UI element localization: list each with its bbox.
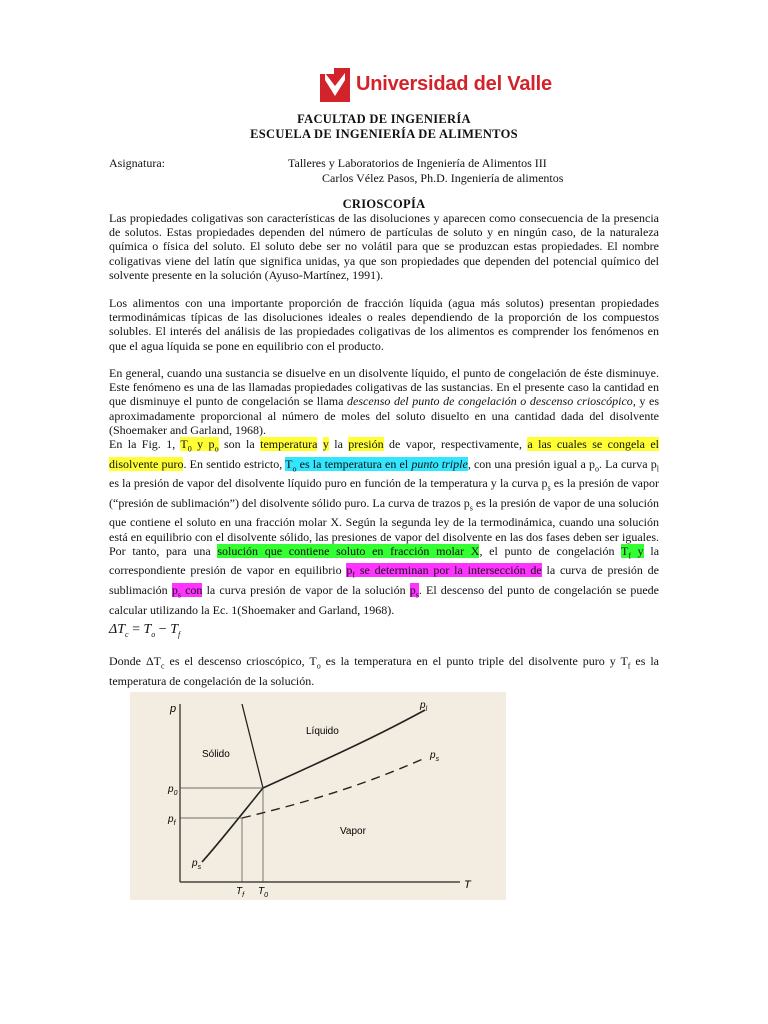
- school-heading: ESCUELA DE INGENIERÍA DE ALIMENTOS: [250, 127, 518, 141]
- p3-emphasis: descenso del punto de congelación o descenso crioscópico: [347, 394, 633, 409]
- paragraph-3: [109, 366, 659, 437]
- highlight-solucion: solución que contiene soluto en fracción molar X: [217, 543, 480, 558]
- curve-solid: [202, 788, 263, 862]
- paragraph-4: En la Fig. 1, $T_0$ y $p_o$ son la temperatura y la presión de vapor, respectivamente, a las cuales se congela el disolvente puro. En sentido estricto, $T_o$ es la temperatura en el punto triple, con una presión igual a $p_o$. La curva $p_l$ es la presión de vapor del disolvente líquido puro en función de la temperatura y la curva $p_s$ es la presión de vapor (“presión de sublimación”) del disolvente sólido puro. La curva de trazos $p_s$ es la presión de vapor de una solución que contiene el soluto en una fracción molar X. Según la segunda ley de la termodinámica, cuando una solución está en equilibrio con el disolvente sólido, las presiones de vapor del disolvente en las dos fases deben ser iguales. Por tanto, para una solución que contiene soluto en fracción molar X, el punto de congelación $T_f$ y la correspondiente presión de vapor en equilibrio $p_f$ se determinan por la intersección de la curva de presión de sublimación $p_s$ con la curva presión de vapor de la solución $p_s$. El descenso del punto de congelación se puede calcular utilizando la Ec. 1(Shoemaker and Garland, 1968).: [109, 437, 660, 617]
- highlight-presion: presión: [348, 437, 384, 451]
- curve-liquid: [263, 710, 425, 788]
- subject-label: Asignatura:: [109, 156, 165, 170]
- p3-text-a: En general, cuando una sustancia se disuelve en un disolvente líquido, el punto de congelación de éste disminuye. Este fenómeno es una de las llamadas propiedades coligativas de las sustancias. En el presente caso la cantidad en que disminuye el punto de congelación se llama: [109, 366, 659, 409]
- faculty-heading: FACULTAD DE INGENIERÍA: [297, 112, 471, 126]
- svg-text:T0: $T_0$: [258, 886, 269, 899]
- highlight-congela: a las cuales se congela el disolvente puro: [109, 437, 659, 471]
- p4-text: En la Fig. 1,: [109, 437, 181, 451]
- university-logo-icon: [320, 68, 350, 102]
- svg-text:pl: $p_l$: [420, 700, 428, 713]
- region-vapor-label: Vapor: [340, 826, 366, 837]
- phase-diagram-figure: [130, 692, 506, 900]
- svg-text:ps: $p_s$: [430, 750, 440, 763]
- highlight-ps-solucion: $p_s$: [409, 582, 419, 600]
- paragraph-1: Las propiedades coligativas son características de las disoluciones y aparecen como consecuencia de la presencia de solutos. Estas propiedades dependen del número de partículas de soluto y en ningún caso, de la naturaleza química o física del soluto. El soluto debe ser no volátil para que se produzcan estas propiedades. El nombre coligativas viene del latín que significa unidas, ya que son propiedades que dependen del potencial químico del solvente presente en la solución (Ayuso-Martínez, 1991).: [109, 211, 659, 282]
- highlight-t0-p0: $T_0$ y $p_o$: [180, 437, 219, 454]
- curve-solution: [242, 758, 425, 818]
- highlight-tf: $T_f$ y: [620, 543, 644, 561]
- svg-text:p0: $p_0$: [168, 784, 178, 797]
- highlight-y: y: [322, 437, 329, 451]
- highlight-temperatura: temperatura: [260, 437, 318, 451]
- subject-name: Talleres y Laboratorios de Ingeniería de Alimentos III: [288, 156, 547, 170]
- university-name: Universidad del Valle: [356, 73, 552, 95]
- p3-text-c: , y es aproximadamente proporcional al número de moles del soluto disuelto en una cantidad dada del disolvente (Shoemaker and Garland, 1968).: [109, 394, 659, 437]
- page-title: CRIOSCOPÍA: [342, 197, 426, 211]
- highlight-pf: $p_f$: [346, 563, 356, 580]
- highlight-con: con: [180, 582, 203, 597]
- equation-1: $\Delta T_c = T_o - T_f$: [109, 622, 181, 639]
- svg-text:ps: $p_s$: [192, 858, 202, 871]
- curve-solid-liquid: [242, 704, 263, 788]
- region-liquid-label: Líquido: [306, 726, 339, 737]
- svg-text:Tf: $T_f$: [236, 886, 245, 899]
- svg-text:pf: $p_f$: [168, 814, 176, 827]
- y-axis-label: p: [170, 703, 177, 715]
- university-logo: [320, 68, 550, 104]
- paragraph-5: Donde $\Delta T_c$ es el descenso crioscópico, $T_o$ es la temperatura en el punto triple del disolvente puro y $T_f$ es la temperatura de congelación de la solución.: [109, 654, 660, 688]
- p4-text: son la: [218, 437, 261, 451]
- highlight-interseccion: se determinan por la intersección de: [355, 563, 542, 578]
- author-name: Carlos Vélez Pasos, Ph.D. Ingeniería de alimentos: [322, 171, 564, 185]
- highlight-ps: $p_s$: [171, 582, 181, 600]
- paragraph-2: Los alimentos con una importante proporción de fracción líquida (agua más solutos) presentan propiedades termodinámicas típicas de las disoluciones ideales o reales dependiendo de la proporción de los compuestos solubles. El interés del análisis de las propiedades coligativas de los alimentos es comprender los fenómenos en que el agua líquida se pone en equilibrio con el producto.: [109, 296, 659, 353]
- x-axis-label: T: [464, 879, 471, 891]
- region-solid-label: Sólido: [202, 749, 230, 760]
- highlight-punto-triple: $T_o$ es la temperatura en el punto triple: [285, 456, 468, 473]
